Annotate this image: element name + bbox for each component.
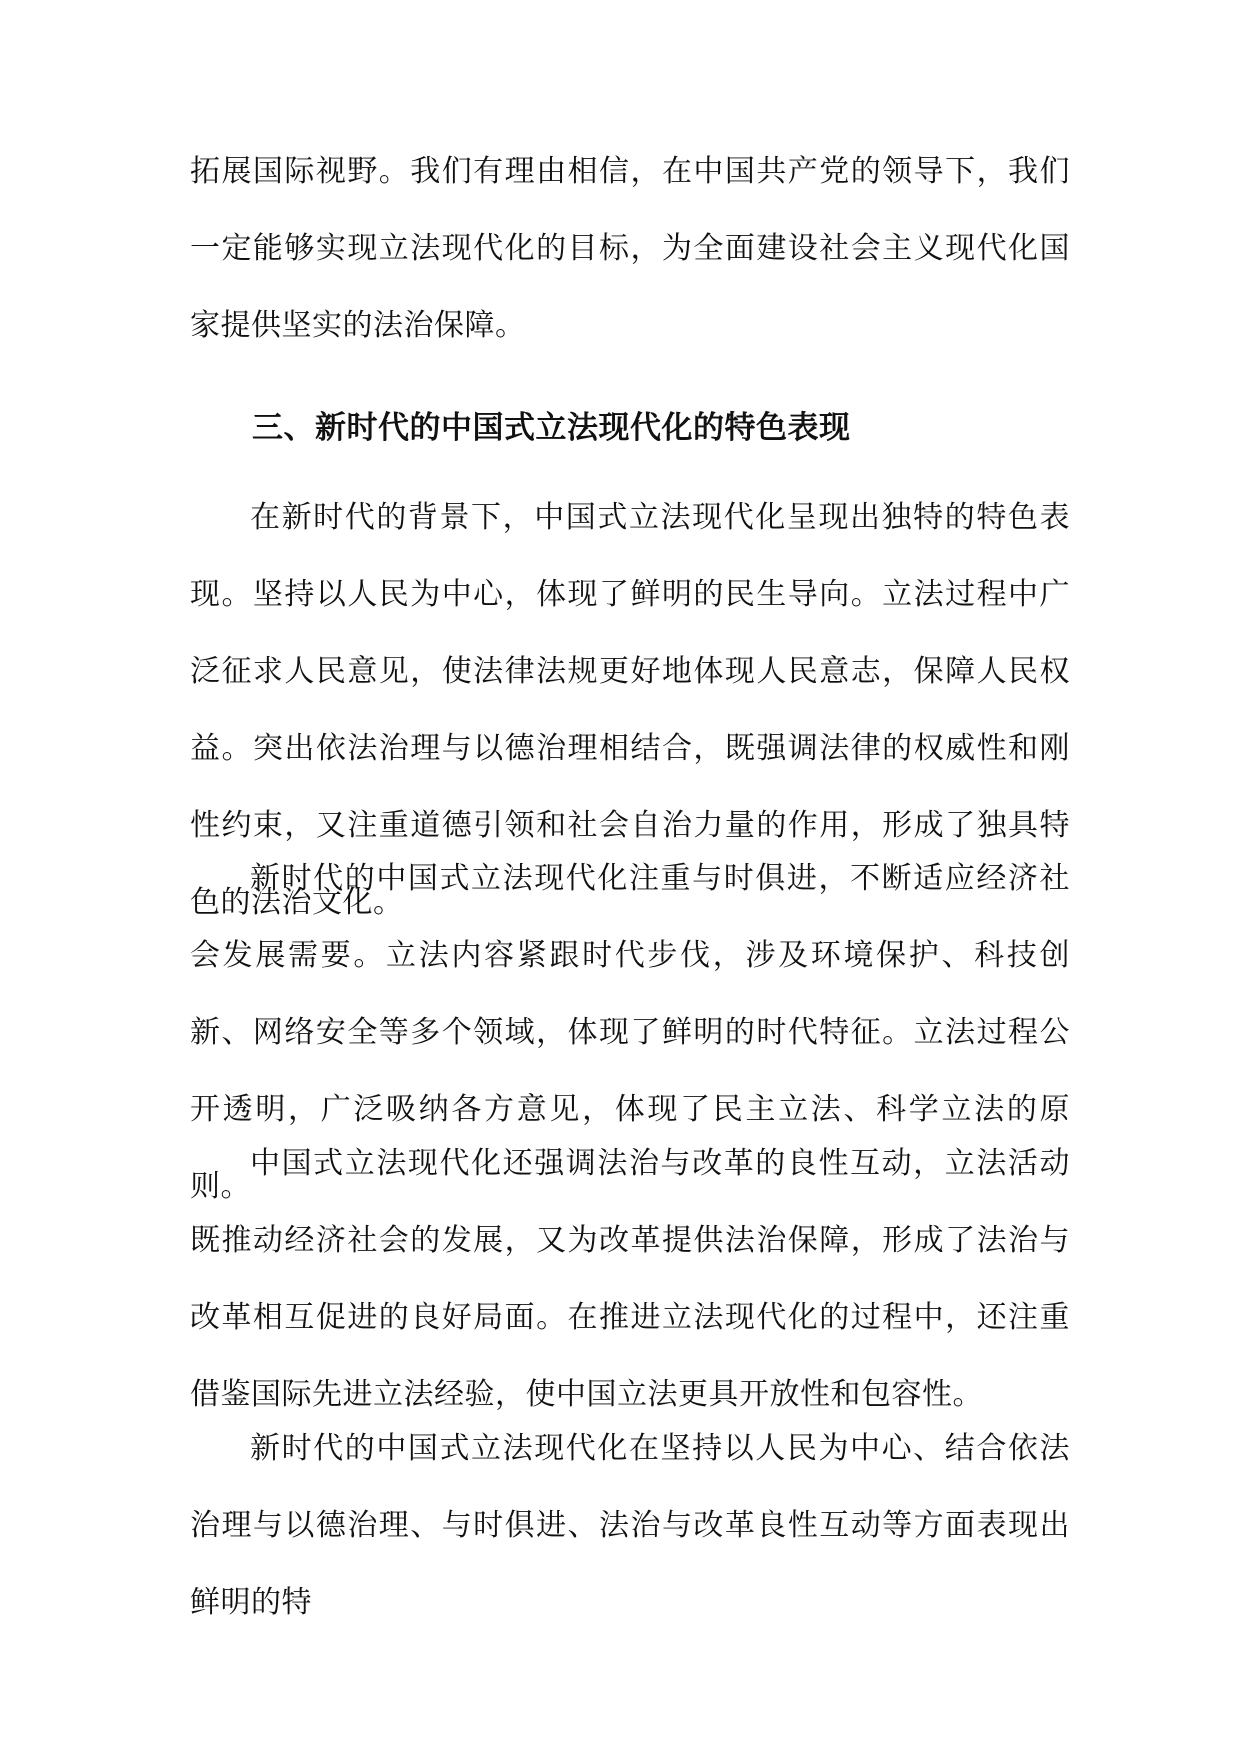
body-paragraph-1: 在新时代的背景下，中国式立法现代化呈现出独特的特色表现。坚持以人民为中心，体现了鲜明的民生导向。立法过程中广泛征求人民意见，使法律法规更好地体现人民意志，保障人民权益。突出依法治理与以德治理相结合，既强调法律的权威性和刚性约束，又注重道德引领和社会自治力量的作用，形成了独具特色的法治文化。 bbox=[190, 500, 1070, 920]
intro-paragraph: 拓展国际视野。我们有理由相信，在中国共产党的领导下，我们一定能够实现立法现代化的目标，为全面建设社会主义现代化国家提供坚实的法治保障。 bbox=[190, 154, 1070, 343]
section-heading: 三、新时代的中国式立法现代化的特色表现 bbox=[252, 410, 851, 446]
body-paragraph-3: 中国式立法现代化还强调法治与改革的良性互动，立法活动既推动经济社会的发展，又为改革提供法治保障，形成了法治与改革相互促进的良好局面。在推进立法现代化的过程中，还注重借鉴国际先进立法经验，使中国立法更具开放性和包容性。 bbox=[190, 1146, 1070, 1412]
body-paragraph-4: 新时代的中国式立法现代化在坚持以人民为中心、结合依法治理与以德治理、与时俱进、法治与改革良性互动等方面表现出鲜明的特 bbox=[190, 1431, 1070, 1620]
body-paragraph-2: 新时代的中国式立法现代化注重与时俱进，不断适应经济社会发展需要。立法内容紧跟时代步伐，涉及环境保护、科技创新、网络安全等多个领域，体现了鲜明的时代特征。立法过程公开透明，广泛吸纳各方意见，体现了民主立法、科学立法的原则。 bbox=[190, 861, 1070, 1204]
